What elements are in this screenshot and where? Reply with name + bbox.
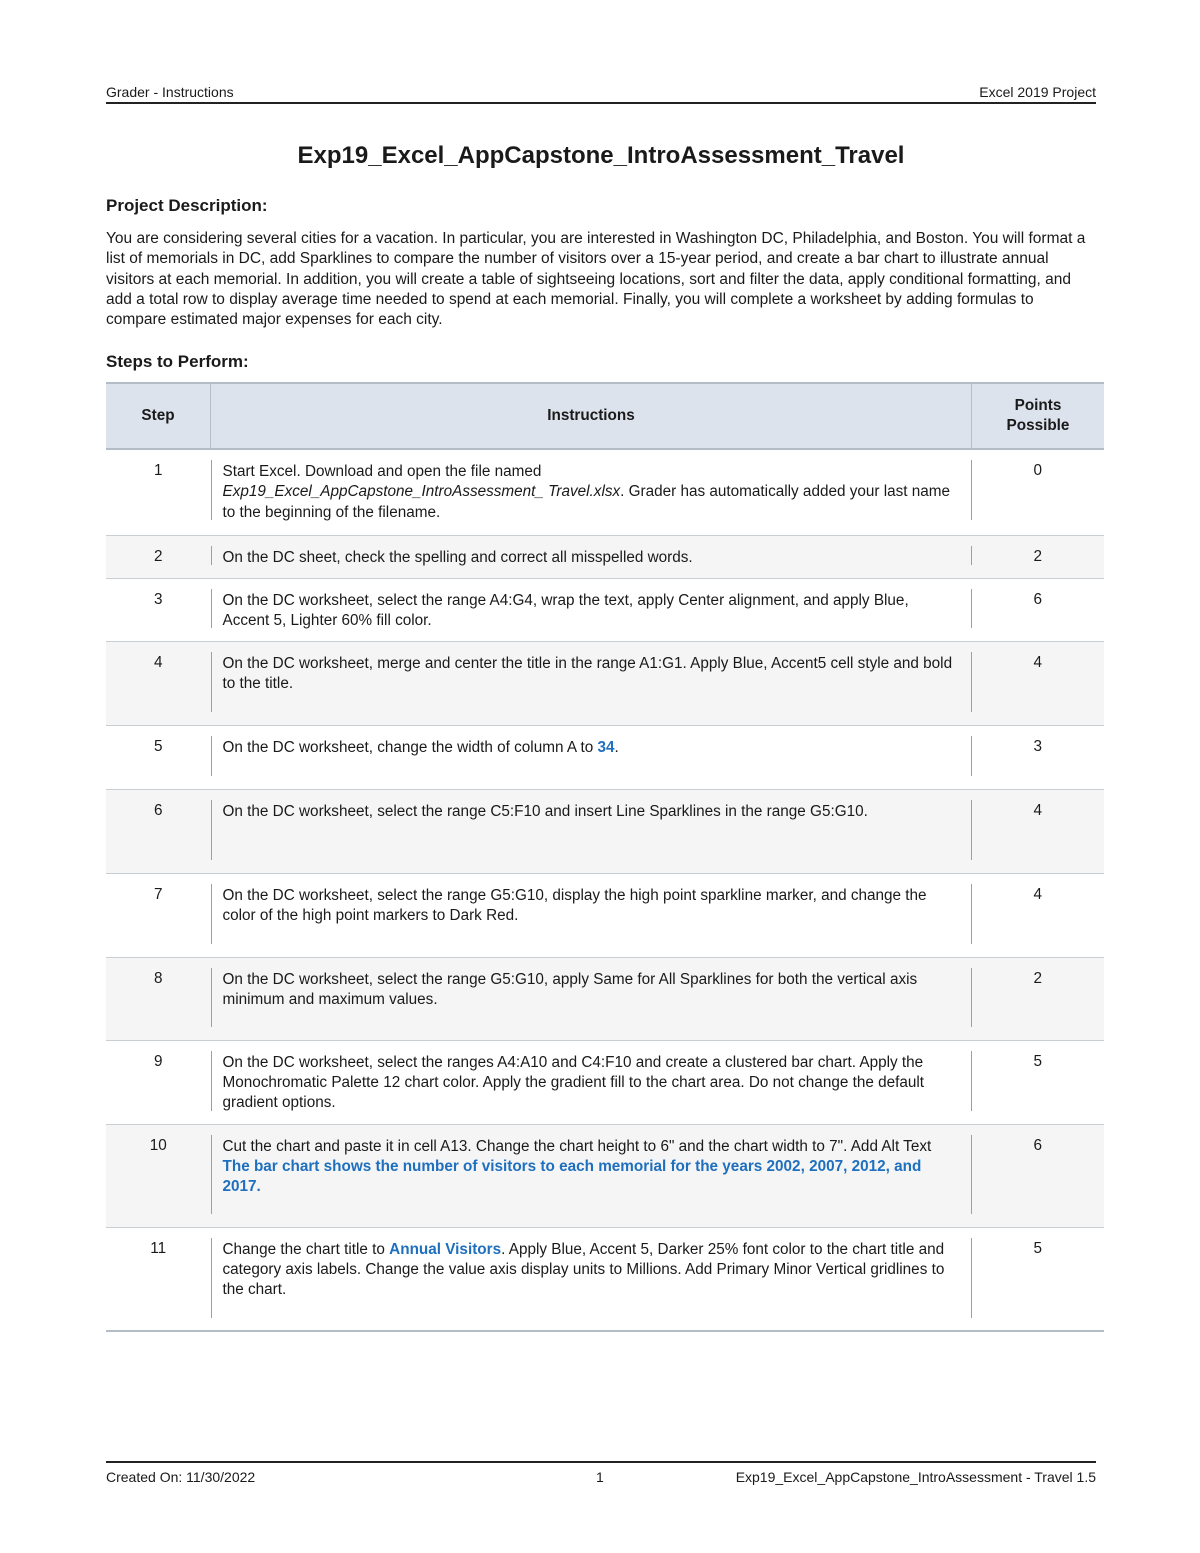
step-number: 9 [153, 1052, 163, 1070]
step-number: 8 [153, 969, 163, 987]
step-points: 2 [1033, 547, 1042, 565]
instruction-text: . Apply Blue, Accent 5, Darker 25% font color to the chart title and category axis labels. Change the value axis display units to Millions. Add Primary Minor Vertical gridlines to the chart. [222, 1240, 945, 1299]
step-number: 6 [153, 801, 163, 819]
instruction-text: . [614, 738, 619, 756]
step-points: 5 [1033, 1239, 1042, 1257]
instruction-filename: Exp19_Excel_AppCapstone_IntroAssessment_ Travel.xlsx [222, 483, 621, 501]
step-points: 4 [1033, 885, 1042, 903]
step-instruction: On the DC worksheet, select the range C5:F10 and insert Line Sparklines in the range G5:G10. [211, 790, 972, 864]
footer-created-on: Created On: 11/30/2022 [106, 1469, 256, 1485]
step-number: 4 [153, 653, 163, 671]
table-row [106, 1040, 1104, 1124]
page-footer [106, 1461, 1096, 1485]
header-points [972, 383, 1105, 449]
page-header [106, 82, 1096, 104]
project-description-heading: Project Description: [106, 196, 268, 215]
step-number: 10 [149, 1136, 167, 1154]
step-instruction [211, 1228, 972, 1322]
step-instruction [211, 726, 972, 780]
step-instruction: On the DC worksheet, select the range G5:G10, display the high point sparkline marker, and change the color of the high point markers to Dark Red. [211, 874, 972, 948]
footer-page-number: 1 [596, 1469, 604, 1485]
step-points: 6 [1033, 590, 1042, 608]
table-row [106, 641, 1104, 725]
table-row [106, 789, 1104, 873]
header-points-line2: Possible [1006, 417, 1070, 434]
step-number: 7 [153, 885, 163, 903]
table-row [106, 957, 1104, 1040]
table-row [106, 873, 1104, 957]
instruction-text: Cut the chart and paste it in cell A13. Change the chart height to 6" and the chart width to 7". Add Alt Text [222, 1137, 932, 1155]
table-row [106, 1124, 1104, 1227]
step-instruction: On the DC worksheet, select the range A4:G4, wrap the text, apply Center alignment, and apply Blue, Accent 5, Lighter 60% fill color. [211, 579, 972, 632]
step-instruction: On the DC worksheet, select the range G5:G10, apply Same for All Sparklines for both the vertical axis minimum and maximum values. [211, 958, 972, 1031]
step-points: 5 [1033, 1052, 1042, 1070]
header-right: Excel 2019 Project [979, 84, 1096, 100]
step-number: 11 [150, 1239, 167, 1257]
steps-heading: Steps to Perform: [106, 352, 249, 371]
step-instruction [211, 1125, 972, 1218]
project-description-text: You are considering several cities for a vacation. In particular, you are interested in Washington DC, Philadelphia, and Boston. You will format a list of memorials in DC, add Sparklines to compare the number of visitors over a 15-year period, and create a bar chart to illustrate annual visitors at each memorial. In addition, you will create a table of sightseeing locations, sort and filter the data, apply conditional formatting, and add a total row to display average time needed to spend at each memorial. Finally, you will complete a worksheet by adding formulas to compare estimated major expenses for each city. [106, 230, 1086, 329]
step-points: 4 [1033, 801, 1042, 819]
instruction-text: On the DC worksheet, change the width of column A to [222, 738, 598, 756]
steps-table [106, 382, 1104, 1332]
table-row [106, 725, 1104, 789]
step-instruction: On the DC worksheet, select the ranges A4:A10 and C4:F10 and create a clustered bar chart. Apply the Monochromatic Palette 12 chart color. Apply the gradient fill to the chart area. Do not change the default gradient options. [211, 1041, 972, 1115]
header-instructions: Instructions [211, 383, 972, 449]
instruction-highlight: 34 [597, 738, 615, 756]
step-points: 4 [1033, 653, 1042, 671]
step-points: 3 [1033, 737, 1042, 755]
step-number: 1 [153, 462, 163, 479]
step-number: 5 [153, 737, 163, 755]
instruction-highlight: Annual Visitors [389, 1240, 502, 1258]
header-points-line1: Points [1014, 397, 1062, 414]
step-points: 6 [1033, 1136, 1042, 1154]
instruction-text: Change the chart title to [222, 1240, 390, 1258]
table-row [106, 449, 1104, 535]
step-points: 2 [1033, 969, 1042, 987]
header-step: Step [106, 383, 211, 449]
table-header-row [106, 383, 1104, 449]
table-row [106, 535, 1104, 578]
step-points: 0 [1033, 462, 1042, 479]
table-row [106, 578, 1104, 641]
step-number: 2 [153, 547, 163, 565]
instruction-text: . Grader has automatically added your last name to the beginning of the filename. [222, 483, 951, 521]
step-number: 3 [153, 590, 163, 608]
header-left: Grader - Instructions [106, 84, 234, 100]
table-row [106, 1227, 1104, 1331]
instruction-text: Start Excel. Download and open the file named [222, 463, 542, 480]
instruction-highlight: The bar chart shows the number of visitors to each memorial for the years 2002, 2007, 2012, and 2017. [222, 1157, 922, 1196]
footer-document-id: Exp19_Excel_AppCapstone_IntroAssessment - Travel 1.5 [735, 1469, 1096, 1485]
document-title: Exp19_Excel_AppCapstone_IntroAssessment_Travel [297, 142, 905, 169]
step-instruction: On the DC worksheet, merge and center the title in the range A1:G1. Apply Blue, Accent5 cell style and bold to the title. [211, 642, 972, 716]
step-instruction: On the DC sheet, check the spelling and correct all misspelled words. [211, 536, 972, 569]
step-instruction [211, 450, 972, 524]
